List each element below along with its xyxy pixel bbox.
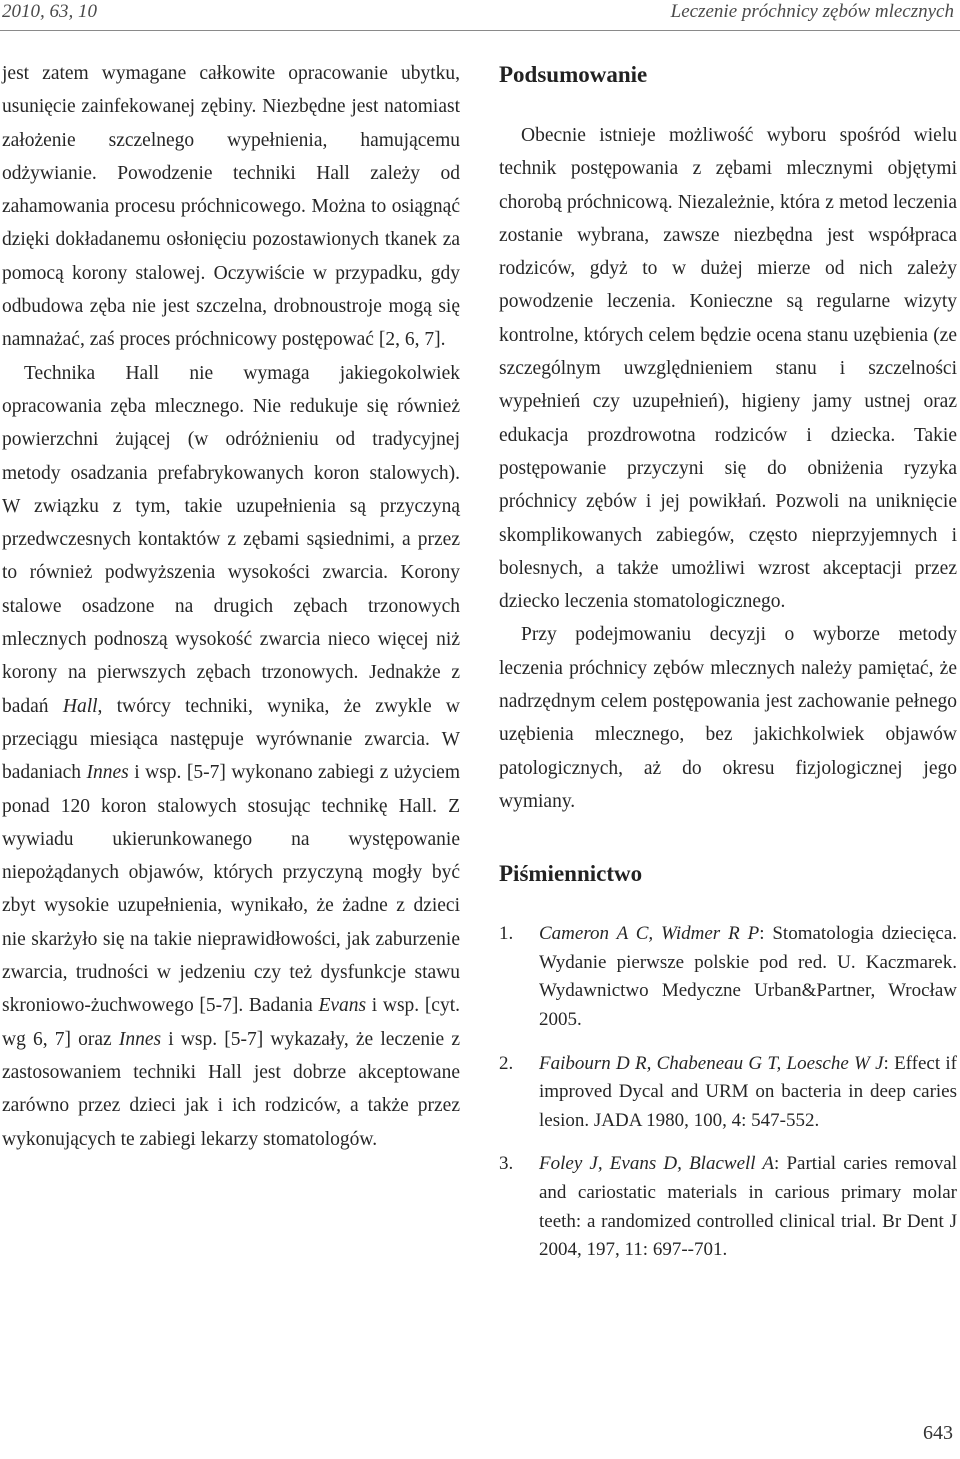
reference-authors: Faibourn D R, Chabeneau G T, Loesche W J (539, 1052, 884, 1074)
text-run: Technika Hall nie wymaga jakiegokolwiek opracowania zęba mlecznego. Nie redukuje się również powierzchni żującej (w odróżnieniu od tradycyjnej metody osadzania prefabrykowanych koron stalowych). W związku z tym, takie uzupełnienia są przyczyną przedwczesnych kontaktów z zębami sąsiednimi, a przez to również podwyższenia wysokości zwarcia. Korony stalowe osadzone na drugich zębach trzonowych mlecznych podnoszą wysokość zwarcia nieco więcej niż korony na pierwszych zębach trzonowych. Jednakże z badań (2, 362, 460, 717)
author-name-italic: Evans (318, 995, 367, 1017)
section-heading-summary: Podsumowanie (499, 62, 648, 87)
article-running-title: Leczenie próchnicy zębów mlecznych (670, 1, 954, 22)
reference-authors: Foley J, Evans D, Blacwell A (539, 1153, 775, 1175)
reference-item (499, 1150, 957, 1264)
reference-number: 2. (499, 1052, 514, 1074)
paragraph-hall-technique-occlusion (2, 357, 460, 1156)
reference-text: : Stomatologia dziecięca. Wydanie pierwsze polskie pod red. U. Kaczmarek. Wydawnictwo Medyczne Urban&Partner, Wrocław 2005. (539, 923, 957, 1031)
reference-number: 1. (499, 923, 514, 945)
left-column (2, 57, 460, 1156)
author-name-italic: Innes (86, 762, 129, 784)
text-run: i wsp. [5-7] wykonano zabiegi z użyciem ponad 120 koron stalowych stosując technikę Hall. Z wywiadu ukierunkowanego na występowanie niepożądanych objawów, których przyczyną mogły być zbyt wysokie uzupełnienia, wynikało, że żadne z dzieci nie skarżyło się na takie nieprawidłowości, jak zaburzenie zwarcia, trudności w jedzeniu czy też dysfunkcje stawu skroniowo-żuchwowego [5-7]. Badania (2, 762, 460, 1017)
reference-number: 3. (499, 1153, 514, 1175)
section-heading-references: Piśmiennictwo (499, 861, 643, 887)
text-run: , twórcy techniki, wynika, że zwykle w przeciągu miesiąca następuje wyrównanie zwarcia. W badaniach (2, 695, 460, 784)
page-number: 643 (923, 1422, 953, 1444)
reference-list (499, 920, 957, 1265)
running-header (0, 0, 960, 31)
paragraph-hall-technique-sealing: jest zatem wymagane całkowite opracowanie ubytku, usunięcie zainfekowanej zębiny. Niezbędne jest natomiast założenie szczelnego wypełnienia, hamującemu odżywianie. Powodzenie techniki Hall zależy od zahamowania procesu próchnicowego. Można to osiągnąć dzięki dokładanemu osłonięciu pozostawionych tkanek za pomocą korony stalowej. Oczywiście w przypadku, gdy odbudowa zęba nie jest szczelna, drobnoustroje mogą się namnażać, zaś proces próchnicowy postępować [2, 6, 7]. (2, 63, 460, 351)
author-name-italic: Hall (62, 695, 98, 717)
reference-item (499, 1050, 957, 1136)
paragraph-summary-2: Przy podejmowaniu decyzji o wyborze metody leczenia próchnicy zębów mlecznych należy pamiętać, że nadrzędnym celem postępowania jest zachowanie pełnego uzębienia mlecznego, bez jakichkolwiek objawów patologicznych, aż do okresu fizjologicznej jego wymiany. (499, 624, 957, 812)
reference-item (499, 920, 957, 1034)
reference-authors: Cameron A C, Widmer R P (539, 923, 760, 945)
right-column (499, 57, 957, 1280)
text-run: i wsp. [5-7] wykazały, że leczenie z zastosowaniem techniki Hall jest dobrze akceptowane zarówno przez dzieci jak i ich rodziców, a także przez wykonujących te zabiegi lekarzy stomatologów. (2, 1028, 460, 1150)
journal-issue: 2010, 63, 10 (2, 1, 97, 22)
paragraph-summary-1: Obecnie istnieje możliwość wyboru spośród wielu technik postępowania z zębami mlecznymi objętymi chorobą próchnicową. Niezależnie, która z metod leczenia zostanie wybrana, zawsze niezbędna jest współpraca rodziców, gdyż to w dużej mierze od nich zależy powodzenie leczenia. Konieczne są regularne wizyty kontrolne, których celem będzie ocena stanu uzębienia (ze szczególnym uwzględnieniem stanu i szczelności wypełnień czy uzupełnień), higieny jamy ustnej oraz edukacja prozdrowotna rodziców i dziecka. Takie postępowanie przyczyni się do obniżenia ryzyka próchnicy zębów i jej powikłań. Pozwoli na uniknięcie skomplikowanych zabiegów, często nieprzyjemnych i bolesnych, a także umożliwi wzrost akceptacji przez dziecko leczenia stomatologicznego. (499, 125, 957, 613)
reference-text: : Effect if improved Dycal and URM on bacteria in deep caries lesion. JADA 1980, 100, 4: 547-552. (539, 1052, 957, 1131)
author-name-italic: Innes (118, 1028, 162, 1050)
reference-text: : Partial caries removal and cariostatic materials in carious primary molar teeth: a randomized controlled clinical trial. Br Dent J 2004, 197, 11: 697--701. (539, 1153, 957, 1261)
text-run: i wsp. [cyt. wg 6, 7] oraz (2, 995, 461, 1050)
